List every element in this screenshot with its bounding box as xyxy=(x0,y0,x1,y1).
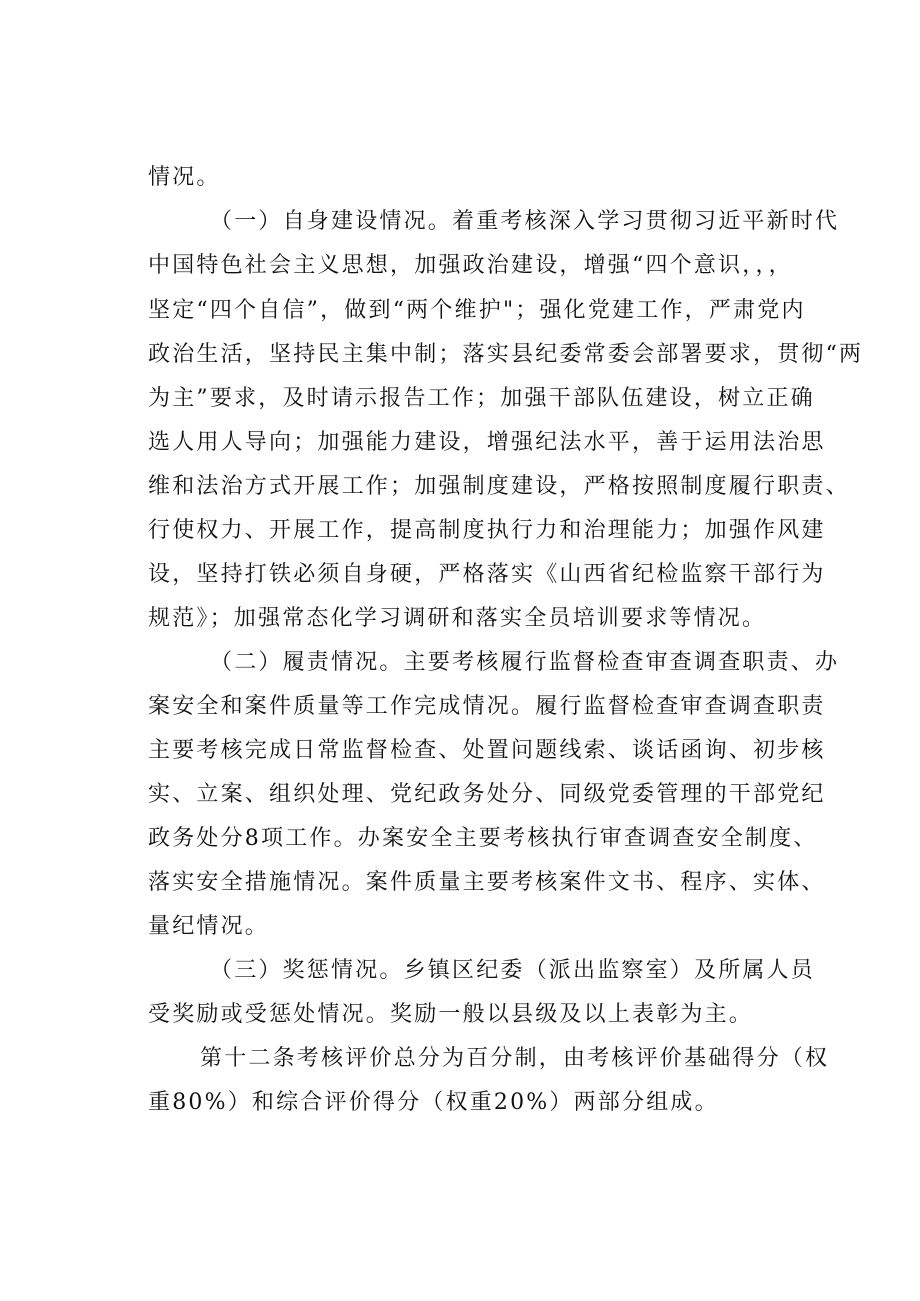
text-line: 情况。 xyxy=(148,165,221,190)
text-line: 坚定“四个自信”，做到“两个维护"；强化党建工作，严肃党内 xyxy=(148,298,806,323)
text-line: 案安全和案件质量等工作完成情况。履行监督检查审查调查职责 xyxy=(148,694,826,719)
text-line: 为主”要求，及时请示报告工作；加强干部队伍建设，树立正确 xyxy=(148,386,815,411)
article-12-line: 第十二条考核评价总分为百分制，由考核评价基础得分（权 xyxy=(200,1046,830,1071)
text-line: 维和法治方式开展工作；加强制度建设，严格按照制度履行职责、 xyxy=(148,474,850,499)
text-line: 政务处分8项工作。办案安全主要考核执行审查调查安全制度、 xyxy=(148,826,818,851)
text-line: 主要考核完成日常监督检查、处置问题线索、谈话函询、初步核 xyxy=(148,738,826,763)
text-line: 选人用人导向；加强能力建设，增强纪法水平，善于运用法治思 xyxy=(148,430,826,455)
section-heading-duty-performance: （二）履责情况。主要考核履行监督检查审查调查职责、办 xyxy=(210,650,840,675)
text-line: 实、立案、组织处理、党纪政务处分、同级党委管理的干部党纪 xyxy=(148,782,826,807)
text-line: 落实安全措施情况。案件质量主要考核案件文书、程序、实体、 xyxy=(148,870,826,895)
section-heading-self-construction: （一）自身建设情况。着重考核深入学习贯彻习近平新时代 xyxy=(210,209,840,234)
text-line: 规范》；加强常态化学习调研和落实全员培训要求等情况。 xyxy=(148,606,767,631)
text-line: 受奖励或受惩处情况。奖励一般以县级及以上表彰为主。 xyxy=(148,1002,754,1027)
text-line: 量纪情况。 xyxy=(148,914,270,939)
text-line: 设，坚持打铁必须自身硬，严格落实《山西省纪检监察干部行为 xyxy=(148,562,826,587)
text-line: 政治生活，坚持民主集中制；落实县纪委常委会部署要求，贯彻“两 xyxy=(148,342,864,367)
text-line: 中国特色社会主义思想，加强政治建设，增强“四个意识，，， xyxy=(148,253,793,278)
section-heading-rewards-punishments: （三）奖惩情况。乡镇区纪委（派出监察室）及所属人员 xyxy=(210,958,816,983)
text-line: 行使权力、开展工作，提高制度执行力和治理能力；加强作风建 xyxy=(148,518,826,543)
text-line: 重80%）和综合评价得分（权重20%）两部分组成。 xyxy=(148,1090,719,1115)
